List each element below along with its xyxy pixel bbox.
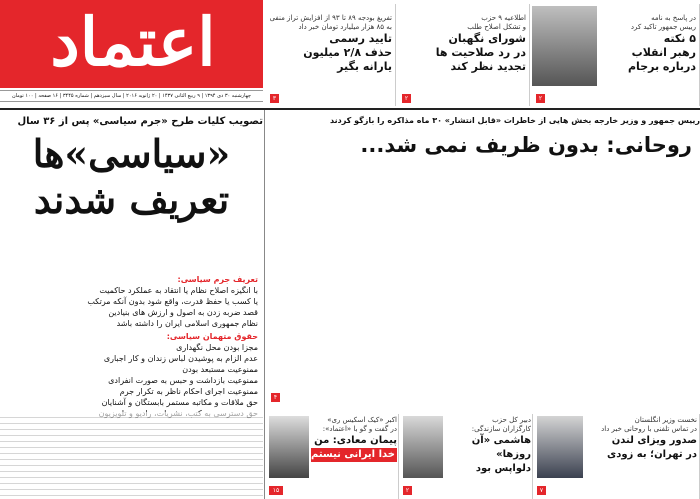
teaser-headline: درباره برجام bbox=[628, 60, 696, 73]
teaser-headline: صدور ویزای لندن bbox=[611, 435, 697, 446]
teaser-peyman-moadi[interactable] bbox=[267, 414, 399, 499]
console-table bbox=[547, 326, 700, 340]
teaser-kicker: در پاسخ به نامه bbox=[651, 14, 696, 22]
caption-line: دست هم ایران آباد بسازیم bbox=[301, 385, 375, 405]
lead-body-text bbox=[0, 412, 263, 499]
main-story-caption bbox=[271, 318, 375, 406]
teaser-kicker: در گفت و گو با «اعتماد»: bbox=[322, 425, 397, 433]
vertical-divider bbox=[264, 110, 265, 499]
definition-block bbox=[6, 274, 258, 419]
main-story-headline: روحانی: بدون ظریف نمی شد... bbox=[360, 133, 692, 157]
mirror-frame-left bbox=[281, 178, 337, 328]
mirror-frame-right bbox=[562, 154, 682, 329]
caption-line: جشن مردم است و دست در bbox=[278, 363, 375, 383]
teaser-budget[interactable] bbox=[266, 4, 396, 106]
rights-item: عدم الزام به پوشیدن لباس زندان و کار اجباری bbox=[103, 354, 258, 363]
masthead-logo: اعتماد bbox=[50, 3, 216, 81]
moadi-photo bbox=[269, 416, 309, 478]
main-story-kicker: رییس جمهور و وزیر خارجه بخش هایی از خاطرات «قابل انتشار» ۳۰ ماه مذاکره را بازگو کردند bbox=[329, 116, 700, 125]
rights-item: حق ملاقات و مکاتبه مستمر بابستگان و آشنایان bbox=[101, 398, 258, 407]
teaser-kicker: و تشکل اصلاح طلب bbox=[467, 23, 526, 31]
teaser-leader[interactable] bbox=[532, 4, 700, 106]
rights-label: حقوق متهمان سیاسی: bbox=[166, 332, 258, 341]
dateline-bar bbox=[0, 90, 263, 102]
teaser-headline: یارانه بگیر bbox=[337, 60, 392, 73]
lead-kicker: تصویب کلیات طرح «جرم سیاسی» پس از ۳۶ سال bbox=[17, 116, 263, 127]
dateline: چهارشنبه ۳۰ دی ۱۳۹۴ | ۹ ربیع الثانی ۱۴۳۷ | ۲۰ ژانویه ۲۰۱۶ | سال سیزدهم | شماره ۳۴۴۵ | ۱۶ صفحه | ۱۰۰ تومان bbox=[11, 93, 252, 99]
teaser-kicker: دبیر کل حزب bbox=[492, 416, 531, 424]
teaser-kicker: کارگزاران سازندگی: bbox=[471, 425, 531, 433]
caption-line: ظریف: نقدها و مخالفت ها bbox=[280, 319, 375, 339]
person-right bbox=[587, 215, 637, 335]
caption-line: را شنیدم، کمبود اکنون روز bbox=[286, 341, 375, 361]
leader-photo bbox=[532, 6, 597, 86]
rights-item: مجزا بودن محل نگهداری bbox=[176, 343, 258, 352]
main-story[interactable] bbox=[267, 112, 700, 412]
page-number-badge: ۳ bbox=[270, 94, 279, 103]
teaser-headline: خدا ایرانی نیستم bbox=[310, 449, 395, 460]
teaser-headline: تایید رسمی bbox=[329, 32, 392, 45]
teaser-headline: ۵ نکته bbox=[663, 32, 696, 45]
page-number-badge: ۲ bbox=[536, 94, 545, 103]
definition-line: با انگیزه اصلاح نظام یا انتقاد به عملکرد حاکمیت bbox=[99, 286, 258, 295]
teaser-uk-visa[interactable] bbox=[535, 414, 700, 499]
teaser-guardian-council[interactable] bbox=[398, 4, 530, 106]
page-number-badge: ۴ bbox=[271, 393, 280, 402]
person-left bbox=[369, 190, 439, 410]
teaser-headline: رهبر انقلاب bbox=[631, 46, 696, 59]
teaser-kicker: به ۸۵ هزار میلیارد تومان خبر داد bbox=[298, 23, 392, 31]
teaser-headline: تجدید نظر کند bbox=[450, 60, 526, 73]
page-number-badge: ۲ bbox=[403, 486, 412, 495]
teaser-kicker: تفریغ بودجه ۸۹ تا ۹۳ از افزایش تراز منفی bbox=[269, 14, 392, 22]
teaser-headline: پیمان معادی: من bbox=[314, 435, 397, 446]
lead-headline: تعریف شدند bbox=[33, 177, 230, 222]
definition-label: تعریف جرم سیاسی: bbox=[177, 275, 258, 284]
teaser-kicker: اکبر «کیک اسکیس ری» bbox=[327, 416, 397, 424]
masthead-logo-block bbox=[0, 0, 263, 88]
teaser-headline: در رد صلاحیت ها bbox=[435, 46, 526, 59]
teaser-headline: در تهران؛ به زودی bbox=[607, 449, 697, 460]
horizontal-divider bbox=[0, 108, 700, 110]
teaser-hashemi[interactable] bbox=[401, 414, 533, 499]
teaser-headline: حذف ۲/۸ میلیون bbox=[303, 46, 392, 59]
teaser-kicker: رییس جمهور تاکید کرد bbox=[630, 23, 696, 31]
cameron-photo bbox=[537, 416, 583, 478]
karbaschi-photo bbox=[403, 416, 443, 478]
page-number-badge: ۷ bbox=[537, 486, 546, 495]
lead-headline: «سیاسی»ها bbox=[32, 131, 231, 176]
teaser-headline: هاشمی «آن روزها» bbox=[471, 435, 531, 460]
rights-item: ممنوعیت بازداشت و حبس به صورت انفرادی bbox=[108, 376, 258, 385]
lead-story[interactable] bbox=[0, 112, 263, 412]
page-number-badge: ۱۵ bbox=[269, 486, 283, 495]
rights-item: ممنوعیت اجرای احکام ناظر به تکرار جرم bbox=[119, 387, 258, 396]
teaser-kicker: در تماس تلفنی با روحانی خبر داد bbox=[601, 425, 697, 433]
rights-item: ممنوعیت مستبعد بودن bbox=[182, 365, 258, 374]
teaser-headline: دلواپس بود bbox=[475, 463, 531, 474]
definition-line: قصد ضربه زدن به اصول و ارزش های بنیادین bbox=[108, 308, 258, 317]
teaser-headline: شورای نگهبان bbox=[448, 32, 526, 45]
definition-line: نظام جمهوری اسلامی ایران را داشته باشد bbox=[116, 319, 258, 328]
teaser-kicker: اطلاعیه ۹ حزب bbox=[481, 14, 526, 22]
teaser-kicker: نخست وزیر انگلستان bbox=[634, 416, 697, 424]
page-number-badge: ۲ bbox=[402, 94, 411, 103]
definition-line: یا کسب یا حفظ قدرت، واقع شود بدون آنکه مرتکب bbox=[87, 297, 258, 306]
